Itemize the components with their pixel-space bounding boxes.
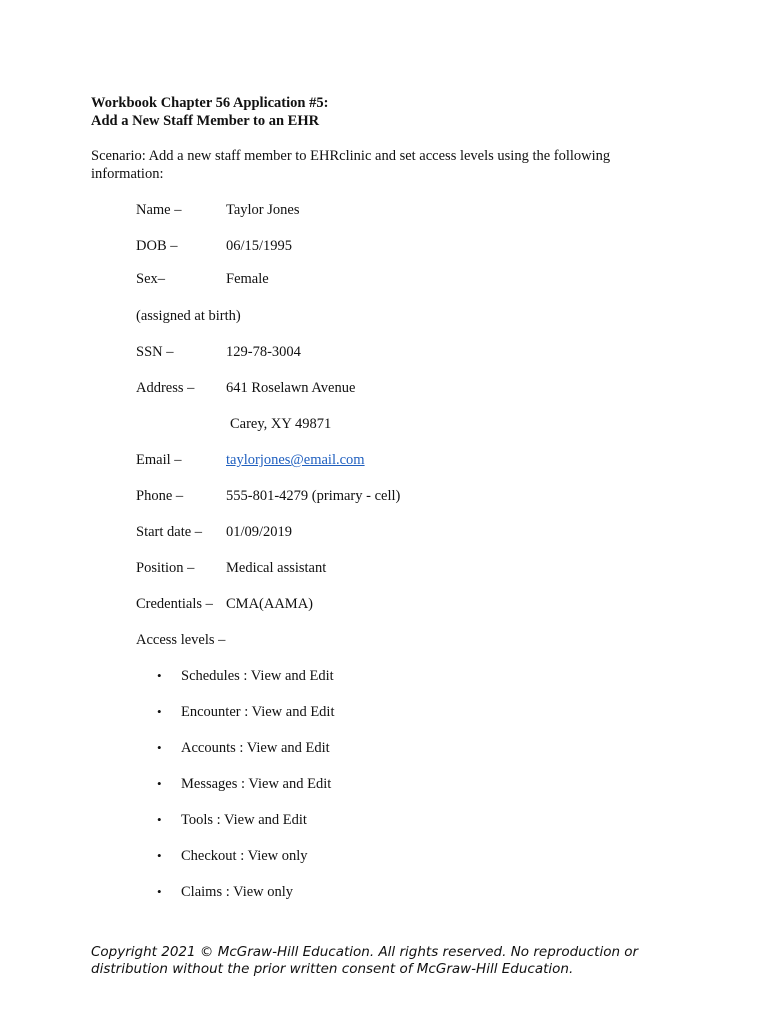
access-item-text: Checkout : View only	[181, 848, 308, 864]
access-levels-label: Access levels –	[136, 632, 226, 648]
access-item-text: Encounter : View and Edit	[181, 704, 335, 720]
phone-label: Phone –	[136, 488, 184, 504]
access-item-text: Tools : View and Edit	[181, 812, 307, 828]
start-date-label: Start date –	[136, 524, 203, 540]
sex-note: (assigned at birth)	[136, 308, 241, 324]
name-value: Taylor Jones	[226, 202, 300, 218]
position-value: Medical assistant	[226, 560, 327, 576]
start-date-value: 01/09/2019	[226, 524, 293, 540]
document-title	[91, 94, 328, 130]
position-label: Position –	[136, 560, 195, 576]
sex-value: Female	[226, 271, 269, 287]
bullet-icon: •	[157, 812, 162, 827]
bullet-icon: •	[157, 668, 162, 683]
credentials-value: CMA(AAMA)	[226, 596, 313, 612]
email-label: Email –	[136, 452, 182, 468]
bullet-icon: •	[157, 740, 162, 755]
dob-value: 06/15/1995	[226, 238, 293, 254]
sex-label: Sex–	[136, 271, 165, 287]
bullet-icon: •	[157, 776, 162, 791]
access-item-text: Claims : View only	[181, 884, 294, 900]
dob-label: DOB –	[136, 238, 178, 254]
access-item-text: Accounts : View and Edit	[181, 740, 330, 756]
copyright-footer: Copyright 2021 © McGraw-Hill Education. All rights reserved. No reproduction or distribution without the prior written consent of McGraw-Hill Education.	[91, 944, 639, 977]
ssn-label: SSN –	[136, 344, 174, 360]
bullet-icon: •	[157, 704, 162, 719]
bullet-icon: •	[157, 848, 162, 863]
email-link[interactable]: taylorjones@email.com	[226, 452, 365, 468]
access-item-text: Messages : View and Edit	[181, 776, 332, 792]
address-label: Address –	[136, 380, 195, 396]
title-line-2: Add a New Staff Member to an EHR	[91, 113, 320, 129]
name-label: Name –	[136, 202, 182, 218]
bullet-icon: •	[157, 884, 162, 899]
scenario-text: Scenario: Add a new staff member to EHRclinic and set access levels using the following information:	[91, 148, 611, 182]
title-line-1: Workbook Chapter 56 Application #5:	[91, 95, 329, 111]
address-value: 641 Roselawn Avenue	[226, 380, 356, 396]
phone-value: 555-801-4279 (primary - cell)	[226, 488, 401, 504]
access-item-text: Schedules : View and Edit	[181, 668, 334, 684]
ssn-value: 129-78-3004	[226, 344, 301, 360]
credentials-label: Credentials –	[136, 596, 213, 612]
address-line-2: Carey, XY 49871	[230, 416, 332, 432]
